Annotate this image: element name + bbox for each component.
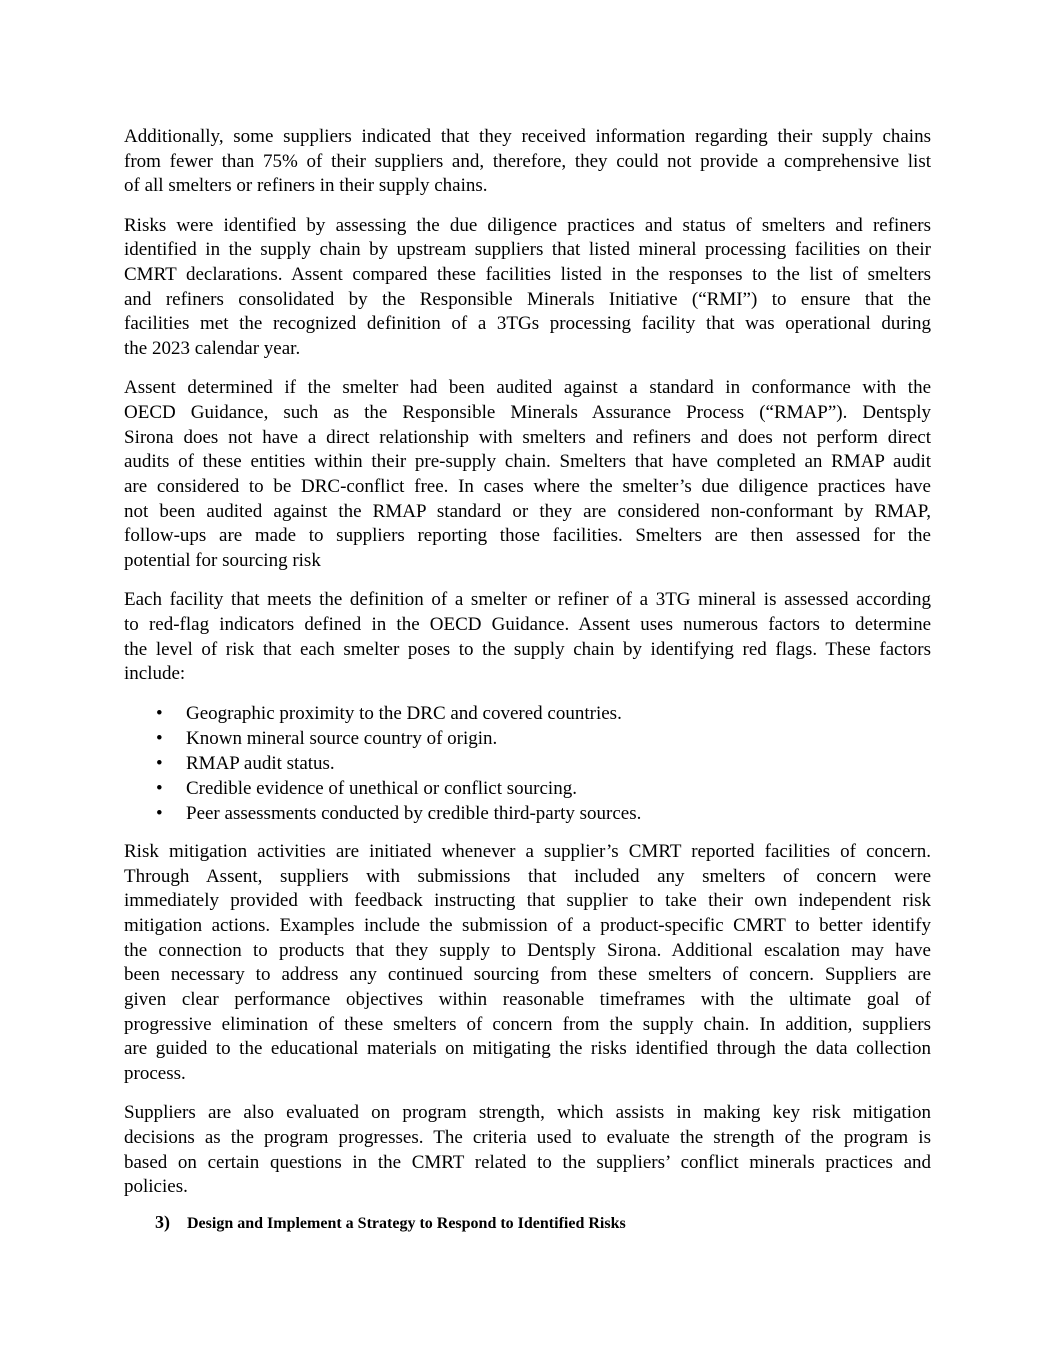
text-line: decisions as the program progresses. The criteria used to evaluate the strength of the program is: [124, 1127, 931, 1148]
text-line: follow-ups are made to suppliers reporting those facilities. Smelters are then assessed for the: [124, 525, 931, 547]
text-line: mitigation actions. Examples include the submission of a product-specific CMRT to better identify: [124, 915, 931, 936]
section-number: 3): [155, 1212, 170, 1232]
bullet-icon: •: [156, 703, 163, 725]
text-line: to red-flag indicators defined in the OECD Guidance. Assent uses numerous factors to determine: [124, 613, 931, 635]
paragraph: [124, 1101, 931, 1200]
text-line: progressive elimination of these smelters of concern from the supply chain. In addition, suppliers: [124, 1013, 931, 1035]
bullet-icon: •: [156, 753, 163, 775]
text-line: Each facility that meets the definition of a smelter or refiner of a 3TG mineral is assessed according: [124, 589, 931, 611]
text-line: based on certain questions in the CMRT related to the suppliers’ conflict minerals practices and: [124, 1151, 931, 1173]
text-line: Assent determined if the smelter had been audited against a standard in conformance with the: [124, 377, 931, 399]
list-item: [124, 726, 931, 751]
text-line: the connection to products that they supply to Dentsply Sirona. Additional escalation may have: [124, 939, 931, 961]
paragraphs-before-list: [124, 125, 931, 687]
paragraphs-after-list: [124, 840, 931, 1200]
list-item: [124, 801, 931, 826]
paragraph: [124, 214, 931, 362]
text-line: facilities met the recognized definition of a 3TGs processing facility that was operational during: [124, 313, 931, 335]
text-line: are guided to the educational materials on mitigating the risks identified through the data collection: [124, 1038, 931, 1060]
text-line: are considered to be DRC-conflict free. In cases where the smelter’s due diligence practices have: [124, 475, 931, 497]
text-line: the 2023 calendar year.: [124, 338, 301, 359]
text-line: given clear performance objectives within reasonable timeframes with the ultimate goal of: [124, 989, 931, 1011]
bullet-icon: •: [156, 778, 163, 800]
text-line: identified in the supply chain by upstream suppliers that listed mineral processing facilities on their: [124, 239, 931, 261]
text-line: the level of risk that each smelter poses to the supply chain by identifying red flags. These factors: [124, 638, 931, 660]
list-item: [124, 751, 931, 776]
text-line: not been audited against the RMAP standard or they are considered non-conformant by RMAP,: [124, 500, 931, 522]
risk-factor-list: [124, 701, 931, 826]
section-heading: [155, 1211, 626, 1235]
list-item-text: Peer assessments conducted by credible third-party sources.: [186, 803, 642, 825]
bullet-icon: •: [156, 803, 163, 825]
text-line: Risks were identified by assessing the due diligence practices and status of smelters and refiners: [124, 214, 931, 236]
text-line: include:: [124, 663, 186, 685]
list-item-text: Known mineral source country of origin.: [186, 728, 498, 750]
text-line: CMRT declarations. Assent compared these facilities listed in the responses to the list of smelters: [124, 263, 931, 285]
list-item-text: RMAP audit status.: [186, 753, 335, 775]
text-line: of all smelters or refiners in their supply chains.: [124, 175, 488, 197]
text-line: policies.: [124, 1176, 188, 1198]
paragraph: [124, 840, 931, 1087]
section-title: Design and Implement a Strategy to Respond to Identified Risks: [187, 1215, 626, 1232]
text-line: audits of these entities within their pre-supply chain. Smelters that have completed an RMAP audit: [124, 451, 931, 473]
text-line: Suppliers are also evaluated on program strength, which assists in making key risk mitigation: [124, 1102, 931, 1124]
text-line: and refiners consolidated by the Responsible Minerals Initiative (“RMI”) to ensure that the: [124, 288, 931, 310]
paragraph: [124, 588, 931, 687]
list-item-text: Geographic proximity to the DRC and covered countries.: [186, 703, 622, 725]
bullet-icon: •: [156, 728, 163, 750]
text-line: Sirona does not have a direct relationship with smelters and refiners and does not perform direct: [124, 426, 931, 448]
text-line: been necessary to address any continued sourcing from these smelters of concern. Suppliers are: [124, 964, 931, 986]
document-body: [124, 125, 931, 1215]
text-line: immediately provided with feedback instructing that supplier to take their own independent risk: [124, 890, 931, 912]
text-line: process.: [124, 1063, 186, 1085]
list-item: [124, 776, 931, 801]
paragraph: [124, 376, 931, 574]
text-line: Additionally, some suppliers indicated that they received information regarding their supply chains: [124, 126, 931, 147]
text-line: from fewer than 75% of their suppliers and, therefore, they could not provide a comprehensive list: [124, 150, 931, 172]
list-item: [124, 701, 931, 726]
text-line: Risk mitigation activities are initiated whenever a supplier’s CMRT reported facilities of concern.: [124, 840, 931, 862]
text-line: potential for sourcing risk: [124, 550, 321, 571]
text-line: Through Assent, suppliers with submissions that included any smelters of concern were: [124, 865, 931, 887]
list-item-text: Credible evidence of unethical or conflict sourcing.: [186, 778, 577, 800]
paragraph: [124, 125, 931, 199]
text-line: OECD Guidance, such as the Responsible Minerals Assurance Process (“RMAP”). Dentsply: [124, 401, 931, 423]
